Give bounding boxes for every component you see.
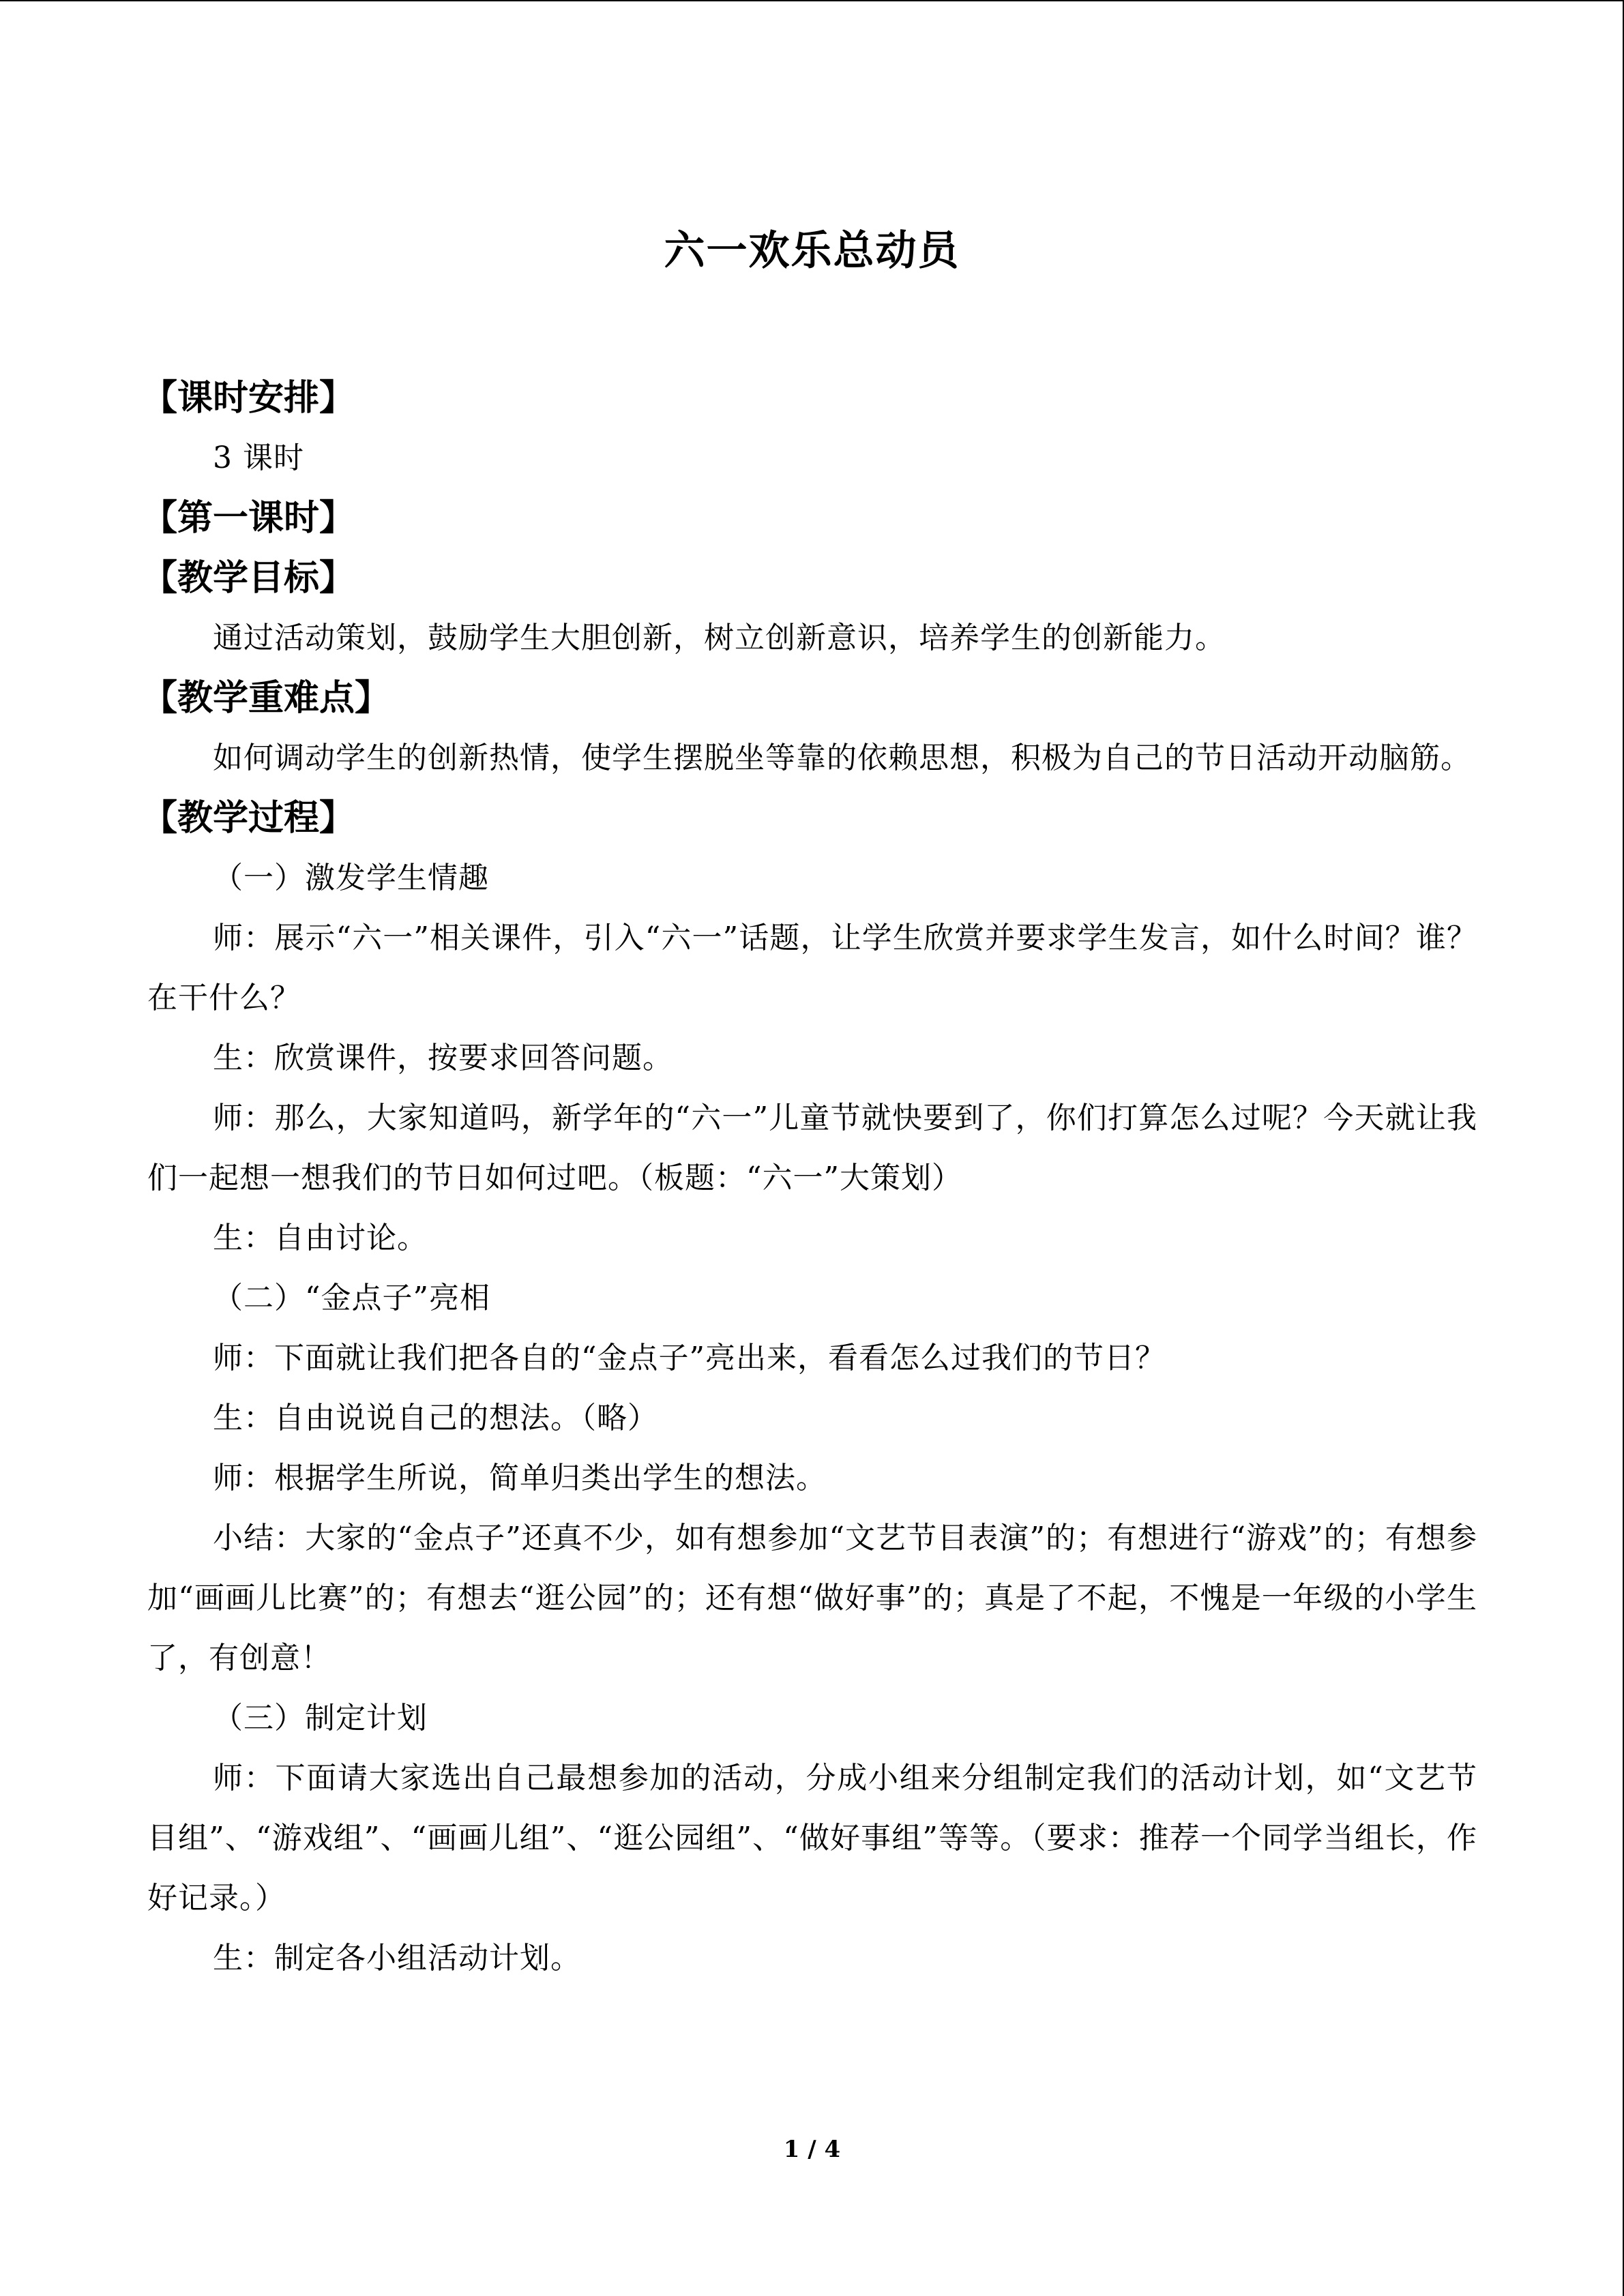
paragraph-summary: 小结：大家的“金点子”还真不少，如有想参加“文艺节目表演”的；有想进行“游戏”的；有想参加“画画儿比赛”的；有想去“逛公园”的；还有想“做好事”的；真是了不起，不愧是一年级的小学生了，有创意！ xyxy=(147,1521,1477,1675)
paragraph-class-hours: 3 课时 xyxy=(213,441,304,475)
paragraph-teacher-3: 师：下面就让我们把各自的“金点子”亮出来，看看怎么过我们的节日？ xyxy=(213,1341,1166,1375)
section-heading-first-lesson: 【第一课时】 xyxy=(142,497,355,539)
paragraph-teacher-5: 师：下面请大家选出自己最想参加的活动，分成小组来分组制定我们的活动计划，如“文艺节目组”、“游戏组”、“画画儿组”、“逛公园组”、“做好事组”等等。（要求：推荐一个同学当组长，作好记录。） xyxy=(147,1761,1477,1915)
paragraph-student-3: 生：自由说说自己的想法。（略） xyxy=(213,1401,658,1435)
document-body xyxy=(142,368,1477,1988)
paragraph-key-points: 如何调动学生的创新热情，使学生摆脱坐等靠的依赖思想，积极为自己的节日活动开动脑筋。 xyxy=(213,741,1471,775)
paragraph-teacher-4: 师：根据学生所说，简单归类出学生的想法。 xyxy=(213,1461,827,1495)
subheading-step-3: （三）制定计划 xyxy=(213,1701,428,1735)
paragraph-student-4: 生：制定各小组活动计划。 xyxy=(213,1941,581,1976)
paragraph-teacher-2: 师：那么，大家知道吗，新学年的“六一”儿童节就快要到了，你们打算怎么过呢？今天就让我们一起想一想我们的节日如何过吧。（板题：“六一”大策划） xyxy=(147,1101,1477,1195)
paragraph-objectives: 通过活动策划，鼓励学生大胆创新，树立创新意识，培养学生的创新能力。 xyxy=(213,621,1226,655)
paragraph-teacher-1: 师：展示“六一”相关课件，引入“六一”话题，让学生欣赏并要求学生发言，如什么时间？谁？在干什么？ xyxy=(147,921,1477,1015)
section-heading-schedule: 【课时安排】 xyxy=(142,377,355,419)
paragraph-student-2: 生：自由讨论。 xyxy=(213,1221,428,1255)
section-heading-process: 【教学过程】 xyxy=(142,797,355,839)
section-heading-objectives: 【教学目标】 xyxy=(142,557,355,599)
document-title: 六一欢乐总动员 xyxy=(664,227,960,275)
page-number: 1 / 4 xyxy=(783,2136,841,2163)
section-heading-key-points: 【教学重难点】 xyxy=(142,677,391,719)
subheading-step-1: （一）激发学生情趣 xyxy=(213,861,489,895)
paragraph-student-1: 生：欣赏课件，按要求回答问题。 xyxy=(213,1041,673,1075)
subheading-step-2: （二）“金点子”亮相 xyxy=(213,1281,490,1315)
